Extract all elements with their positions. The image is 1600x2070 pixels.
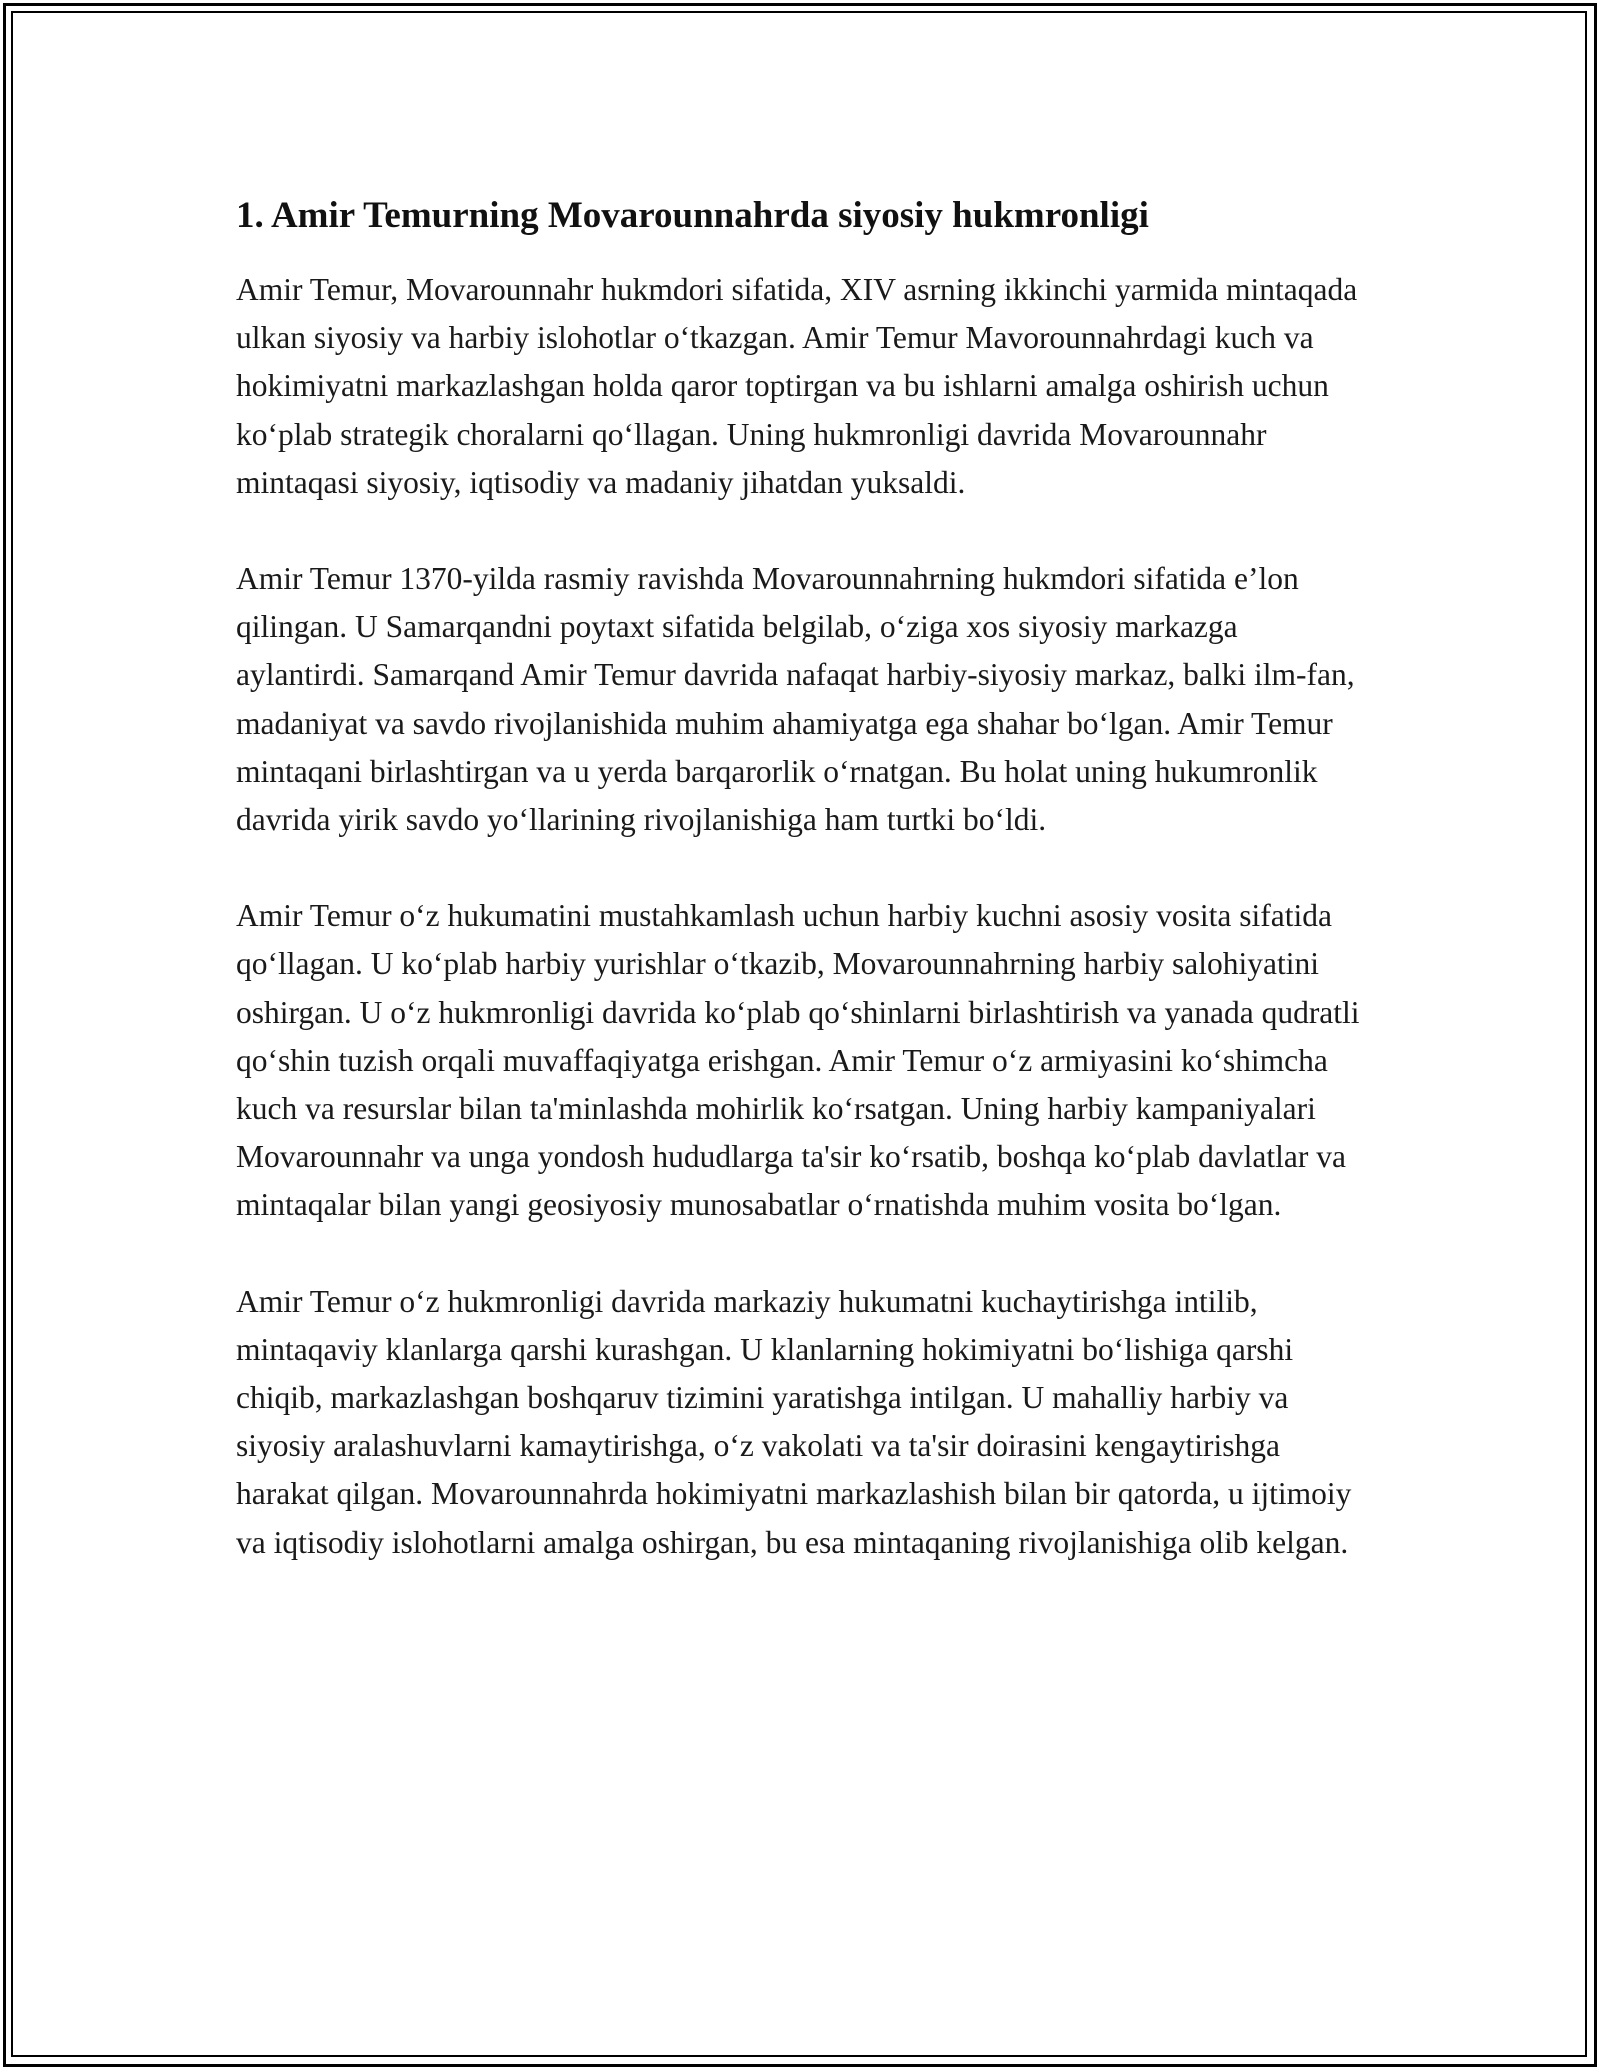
paragraph-2: Amir Temur 1370-yilda rasmiy ravishda Movarounnahrning hukmdori sifatida e’lon qilingan. U Samarqandni poytaxt sifatida belgilab, o‘ziga xos siyosiy markazga aylantirdi. Samarqand Amir Temur davrida nafaqat harbiy-siyosiy markaz, balki ilm-fan, madaniyat va savdo rivojlanishida muhim ahamiyatga ega shahar bo‘lgan. Amir Temur mintaqani birlashtirgan va u yerda barqarorlik o‘rnatgan. Bu holat uning hukumronlik davrida yirik savdo yo‘llarining rivojlanishiga ham turtki bo‘ldi. bbox=[236, 561, 1355, 838]
document-body bbox=[236, 188, 1360, 1615]
paragraph-1: Amir Temur, Movarounnahr hukmdori sifatida, XIV asrning ikkinchi yarmida mintaqada ulkan siyosiy va harbiy islohotlar o‘tkazgan. Amir Temur Mavorounnahrdagi kuch va hokimiyatni markazlashgan holda qaror toptirgan va bu ishlarni amalga oshirish uchun ko‘plab strategik choralarni qo‘llagan. Uning hukmronligi davrida Movarounnahr mintaqasi siyosiy, iqtisodiy va madaniy jihatdan yuksaldi. bbox=[236, 272, 1358, 500]
paragraph-3: Amir Temur o‘z hukumatini mustahkamlash uchun harbiy kuchni asosiy vosita sifatida qo‘llagan. U ko‘plab harbiy yurishlar o‘tkazib, Movarounnahrning harbiy salohiyatini oshirgan. U o‘z hukmronligi davrida ko‘plab qo‘shinlarni birlashtirish va yanada qudratli qo‘shin tuzish orqali muvaffaqiyatga erishgan. Amir Temur o‘z armiyasini ko‘shimcha kuch va resurslar bilan ta'minlashda mohirlik ko‘rsatgan. Uning harbiy kampaniyalari Movarounnahr va unga yondosh hududlarga ta'sir ko‘rsatib, boshqa ko‘plab davlatlar va mintaqalar bilan yangi geosiyosiy munosabatlar o‘rnatishda muhim vosita bo‘lgan. bbox=[236, 898, 1360, 1223]
section-heading: 1. Amir Temurning Movarounnahrda siyosiy hukmronligi bbox=[236, 195, 1149, 236]
paragraph-4: Amir Temur o‘z hukmronligi davrida markaziy hukumatni kuchaytirishga intilib, mintaqaviy klanlarga qarshi kurashgan. U klanlarning hokimiyatni bo‘lishiga qarshi chiqib, markazlashgan boshqaruv tizimini yaratishga intilgan. U mahalliy harbiy va siyosiy aralashuvlarni kamaytirishga, o‘z vakolati va ta'sir doirasini kengaytirishga harakat qilgan. Movarounnahrda hokimiyatni markazlashish bilan bir qatorda, u ijtimoiy va iqtisodiy islohotlarni amalga oshirgan, bu esa mintaqaning rivojlanishiga olib kelgan. bbox=[236, 1283, 1352, 1560]
